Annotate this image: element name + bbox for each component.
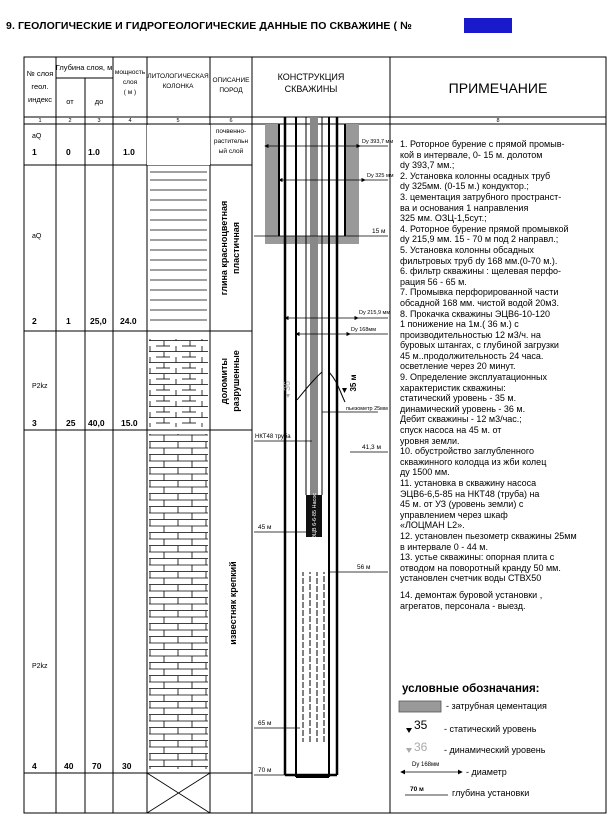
legend-dia: - диаметр: [466, 767, 507, 777]
layer4-num: 4: [32, 761, 37, 771]
note-item: 8. Прокачка скважины ЭЦВ6-10-120 1 понижение на 1м.( 36 м.) с производительностью 12 м3/ч. на буровых штангах, с глубиной загрузки 45 м..продолжительность 24 часа. осветление через 20 минут.: [400, 308, 559, 372]
dim-dy393: Dy 393,7 мм: [362, 139, 394, 145]
col-num: 8: [496, 118, 500, 124]
legend-dia-label: Dy 168мм: [412, 762, 440, 768]
note-item: 14. демонтаж буровой установки , агрегатов, персонала - выезд.: [400, 589, 543, 611]
layer4-desc: известняк крепкий: [228, 561, 238, 645]
layer1-to: 1.0: [88, 147, 100, 157]
layer3-index: P2kz: [32, 383, 48, 390]
note-item: 3. цементация затрубного пространст- ва и основания 1 направления 325 мм. ОЗЦ-1,5сут.;: [400, 191, 562, 224]
layer2-to: 25,0: [90, 316, 107, 326]
hdr-thickness-1: мощность: [114, 69, 146, 76]
layer4-index: P2kz: [32, 663, 48, 670]
col-num: 3: [97, 118, 101, 124]
note-item: 10. обустройство заглубленного скважинного колодца из жби колец ду 1500 мм.: [400, 446, 547, 478]
layer1-desc: почвенно-растительн ый слой: [213, 128, 249, 155]
note-item: 6. фильтр скважины : щелевая перфо- рация 56 - 65 м.: [400, 266, 562, 287]
hdr-thickness-3: ( м ): [123, 89, 137, 96]
col-num: 6: [229, 118, 233, 124]
note-item: 12. установлен пьезометр скважины 25мм в интервале 0 - 44 м.: [400, 530, 577, 552]
note-item: 11. установка в скважину насоса ЭЦВ6-6,5-85 на НКТ48 (труба) на 45 м. от УЗ (уровень земли) с управлением через шкаф «ЛОЦМАН L2».: [400, 478, 540, 531]
label-piezometer: пьезометр 25мм: [346, 406, 388, 412]
col-num: 5: [176, 118, 180, 124]
dim-dy325: Dy 325 мм: [367, 173, 394, 179]
legend-depth: глубина установки: [452, 788, 530, 798]
layer1-num: 1: [32, 147, 37, 157]
dynamic-level-label: 36: [282, 380, 292, 392]
layer4-to: 70: [92, 761, 102, 771]
layer3-num: 3: [32, 418, 37, 428]
dim-15m: 15 м: [372, 228, 386, 235]
dim-45m: 45 м: [258, 524, 272, 531]
pump-label: ЭЦВ 6-6-85 Насос: [312, 492, 318, 540]
layer2-num: 2: [32, 316, 37, 326]
hdr-desc-1: ОПИСАНИЕ: [212, 77, 250, 84]
dim-dy168: Dy 168мм: [351, 327, 376, 333]
note-item: 5. Установка колонны обсадных фильтровых труб dy 168 мм.(0-70 м.).: [400, 244, 558, 266]
hdr-from: от: [66, 97, 74, 106]
col-num: 1: [38, 118, 42, 124]
note-item: 1. Роторное бурение с прямой промыв- кой в интервале, 0- 15 м. долотом dy 393,7 мм.;: [400, 139, 565, 171]
note-item: 9. Определение эксплуатационных характеристик скважины: статический уровень - 35 м. динамический уровень - 36 м. Дебит скважины - 12 м3/час.; спуск насоса на 45 м. от уровня земли.: [400, 372, 547, 446]
note-item: 7. Промывка перфорированной части обсадной 168 мм. чистой водой 20м3.: [400, 287, 559, 308]
layer4-from: 40: [64, 761, 74, 771]
hdr-litho-1: ЛИТОЛОГИЧЕСКАЯ: [147, 73, 209, 80]
dim-dy215: Dy 215,9 мм: [359, 310, 391, 316]
legend-cement: - затрубная цементация: [446, 701, 547, 711]
dim-56m: 56 м: [357, 564, 371, 571]
legend-title: условные обозначания:: [402, 683, 540, 695]
legend-dynamic-num: 36: [414, 740, 428, 754]
legend-static: - статический уровень: [444, 724, 537, 734]
hdr-to: до: [94, 97, 104, 106]
lithology-column: [147, 125, 210, 813]
layer3-desc: доломиты разрушенные: [219, 350, 241, 412]
layer3-from: 25: [66, 418, 76, 428]
layer2-thickness: 24.0: [120, 316, 137, 326]
layer3-thickness: 15.0: [121, 418, 138, 428]
page-title: 9. ГЕОЛОГИЧЕСКИЕ И ГИДРОГЕОЛОГИЧЕСКИЕ ДАННЫЕ ПО СКВАЖИНЕ ( №: [6, 20, 412, 32]
hdr-constr-2: СКВАЖИНЫ: [284, 84, 338, 94]
layer2-desc: глина красноцветная пластичная: [219, 200, 241, 296]
hdr-layer: № слоя: [26, 69, 54, 78]
layer1-index: aQ: [32, 133, 42, 140]
col-num: 4: [128, 118, 132, 124]
well-construction: [265, 117, 359, 777]
hdr-notes: ПРИМЕЧАНИЕ: [448, 80, 548, 96]
dim-41m: 41,3 м: [362, 444, 381, 451]
layer3-to: 40,0: [88, 418, 105, 428]
legend-depth-label: 70 м: [410, 786, 424, 793]
layer1-thickness: 1.0: [123, 147, 135, 157]
note-item: 13. устье скважины: опорная плита с отводом на поворотный кранду 50 мм. установлен счетчик воды СТВХ50: [400, 552, 561, 584]
hdr-geol: геол.: [31, 82, 49, 91]
hdr-depth: Глубина слоя, м: [55, 63, 113, 72]
label-nkt: НКТ48 труба: [255, 434, 291, 440]
hdr-constr-1: КОНСТРУКЦИЯ: [277, 72, 345, 82]
layer2-index: aQ: [32, 233, 42, 240]
note-item: 4. Роторное бурение прямой промывкой dy 215,9 мм. 15 - 70 м под 2 направл.;: [400, 223, 569, 245]
col-num: 2: [68, 118, 72, 124]
layer4-thickness: 30: [122, 761, 132, 771]
static-level-label: 35 м: [349, 374, 358, 392]
legend-dynamic: - динамический уровень: [444, 745, 546, 755]
hdr-desc-2: ПОРОД: [219, 87, 243, 94]
dim-70m: 70 м: [258, 767, 272, 774]
hdr-litho-2: КОЛОНКА: [162, 83, 194, 90]
legend-static-num: 35: [414, 718, 428, 732]
hdr-thickness-2: слоя: [122, 79, 138, 86]
hdr-index: индекс: [28, 95, 52, 104]
dim-65m: 65 м: [258, 720, 272, 727]
layer1-from: 0: [66, 147, 71, 157]
note-item: 2. Установка колонны осадных труб dy 325мм. (0-15 м.) кондуктор.;: [400, 170, 551, 192]
notes-list: [400, 139, 605, 611]
layer2-from: 1: [66, 316, 71, 326]
